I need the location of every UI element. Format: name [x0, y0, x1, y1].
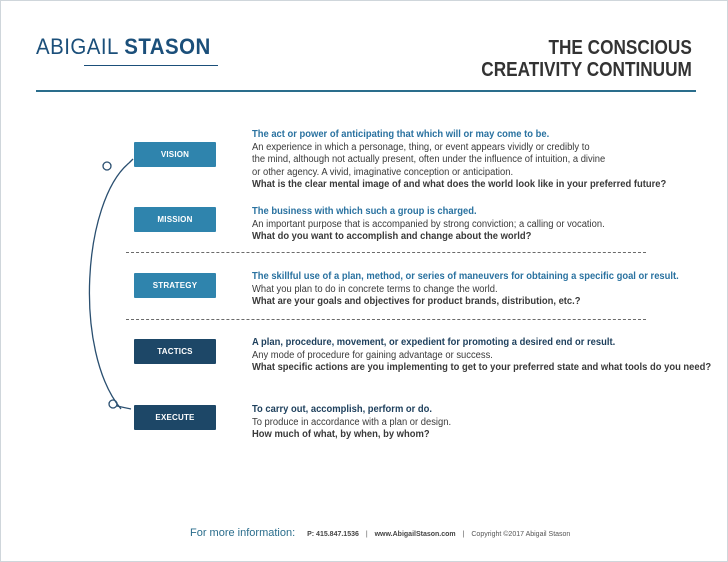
- footer: [190, 527, 570, 539]
- execute-body-line-1: To produce in accordance with a plan or design.: [252, 416, 452, 428]
- vision-question: What is the clear mental image of and what does the world look like in your preferred future?: [252, 179, 667, 190]
- execute-button: EXECUTE: [134, 405, 216, 430]
- logo-text: [36, 34, 211, 60]
- execute-question: How much of what, by when, by whom?: [252, 429, 430, 440]
- execute-description: [252, 404, 647, 442]
- mission-description: [252, 206, 647, 244]
- tactics-definition: A plan, procedure, movement, or expedient for promoting a desired end or result.: [252, 337, 616, 348]
- mission-body-line-1: An important purpose that is accompanied by strong conviction; a calling or vocation.: [252, 218, 605, 230]
- footer-separator: |: [462, 531, 465, 538]
- vision-button: VISION: [134, 142, 216, 167]
- footer-website-link[interactable]: www.AbigailStason.com: [374, 531, 456, 538]
- footer-phone: P: 415.847.1536: [307, 531, 359, 538]
- tactics-body-line-1: Any mode of procedure for gaining advantage or success.: [252, 349, 493, 361]
- vision-body-line-3: or other agency. A vivid, imaginative conception or anticipation.: [252, 166, 514, 178]
- header-rule: [36, 90, 696, 92]
- section-divider: [126, 252, 646, 253]
- footer-more-info: For more information:: [190, 527, 296, 539]
- mission-definition: The business with which such a group is charged.: [252, 206, 477, 217]
- cycle-arc-icon: [81, 141, 141, 431]
- strategy-question: What are your goals and objectives for product brands, distribution, etc.?: [252, 296, 581, 307]
- logo-first-name: ABIGAIL: [36, 34, 125, 59]
- section-divider: [126, 319, 646, 320]
- execute-definition: To carry out, accomplish, perform or do.: [252, 404, 433, 415]
- footer-separator: |: [365, 531, 368, 538]
- logo-underline: [84, 65, 218, 66]
- vision-definition: The act or power of anticipating that which will or may come to be.: [252, 129, 550, 140]
- tactics-question: What specific actions are you implementing to get to your preferred state and what tools do you need?: [252, 362, 712, 373]
- mission-question: What do you want to accomplish and change about the world?: [252, 231, 532, 242]
- strategy-description: [252, 271, 679, 309]
- vision-body-line-2: the mind, although not actually present, often under the influence of intuition, a divine: [252, 154, 606, 165]
- strategy-button: STRATEGY: [134, 273, 216, 298]
- tactics-description: [252, 337, 712, 375]
- strategy-definition: The skillful use of a plan, method, or series of maneuvers for obtaining a specific goal or result.: [252, 271, 679, 282]
- title-line-1: THE CONSCIOUS: [548, 37, 692, 59]
- tactics-button: TACTICS: [134, 339, 216, 364]
- strategy-body-line-1: What you plan to do in concrete terms to change the world.: [252, 283, 498, 295]
- logo-last-name: STASON: [124, 34, 211, 59]
- mission-button: MISSION: [134, 207, 216, 232]
- footer-copyright: Copyright ©2017 Abigail Stason: [471, 531, 571, 538]
- document-title: [481, 37, 692, 81]
- vision-body-line-1: An experience in which a personage, thing, or event appears vividly or credibly to: [252, 141, 590, 153]
- vision-description: [252, 129, 667, 192]
- title-line-2: CREATIVITY CONTINUUM: [481, 59, 692, 81]
- logo: [36, 34, 211, 68]
